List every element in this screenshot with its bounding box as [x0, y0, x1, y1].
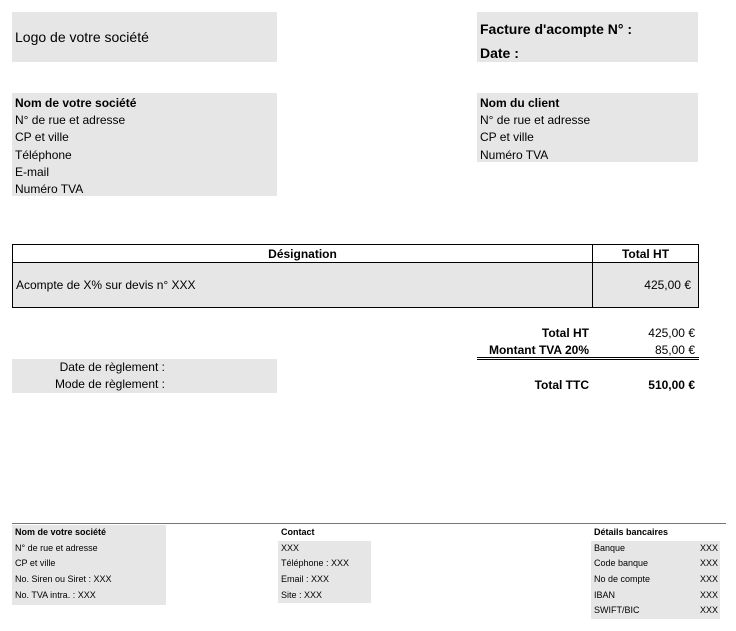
bank-value: XXX: [699, 558, 718, 569]
table-row: [13, 263, 699, 308]
footer-contact-line: XXX: [278, 541, 371, 557]
bank-label: IBAN: [594, 589, 616, 600]
bank-row-iban: [591, 588, 720, 604]
footer-contact-email: Email : XXX: [278, 572, 371, 588]
payment-date-label: Date de règlement :: [59, 360, 165, 374]
footer-company-city: CP et ville: [15, 558, 56, 569]
bank-row-banque: [591, 541, 720, 557]
items-table: [12, 244, 699, 308]
footer-company-address: N° de rue et adresse: [15, 542, 98, 553]
header-total-ht: Total HT: [593, 245, 699, 263]
table-header-row: [13, 245, 699, 263]
footer-contact-site: Site : XXX: [278, 588, 371, 604]
total-ttc-value: 510,00 €: [648, 378, 695, 392]
client-city: CP et ville: [480, 130, 534, 145]
footer-divider: [12, 523, 726, 524]
totals-divider-bottom: [477, 359, 699, 360]
seller-email: E-mail: [15, 164, 50, 179]
footer-bank-title: Détails bancaires: [591, 525, 720, 541]
footer-company: [12, 525, 166, 605]
company-logo-placeholder: Logo de votre société: [12, 12, 277, 62]
total-ttc-label: Total TTC: [534, 378, 589, 392]
seller-address: N° de rue et adresse: [15, 113, 126, 128]
bank-row-account: [591, 572, 720, 588]
bank-label: No de compte: [594, 574, 651, 585]
invoice-number-label: Facture d'acompte N° :: [480, 21, 633, 37]
footer-company-vat: No. TVA intra. : XXX: [15, 589, 96, 600]
seller-phone: Téléphone: [15, 147, 72, 162]
bank-row-code: [591, 556, 720, 572]
footer-company-siren: No. Siren ou Siret : XXX: [15, 574, 112, 585]
total-ttc-row: [420, 377, 699, 394]
totals-divider-top: [477, 357, 699, 358]
total-ht-row: [420, 325, 699, 342]
row-amount: 425,00 €: [593, 263, 699, 308]
client-address-block: [477, 93, 698, 162]
footer-company-name: Nom de votre société: [15, 527, 107, 537]
invoice-date-label: Date :: [480, 45, 519, 61]
bank-value: XXX: [699, 605, 718, 616]
total-ttc-block: [420, 377, 699, 394]
total-ht-label: Total HT: [541, 326, 589, 340]
seller-name: Nom de votre société: [15, 96, 137, 110]
bank-label: Banque: [594, 542, 626, 553]
seller-address-block: [12, 93, 277, 196]
row-designation: Acompte de X% sur devis n° XXX: [13, 263, 593, 308]
bank-label: SWIFT/BIC: [594, 605, 640, 616]
tva-label: Montant TVA 20%: [488, 343, 589, 357]
invoice-meta: [477, 12, 698, 62]
client-vat: Numéro TVA: [480, 147, 549, 162]
totals-block: [420, 325, 699, 359]
payment-block: [12, 359, 277, 393]
footer-contact-phone: Téléphone : XXX: [278, 556, 371, 572]
bank-value: XXX: [699, 542, 718, 553]
bank-label: Code banque: [594, 558, 649, 569]
seller-vat: Numéro TVA: [15, 181, 84, 196]
bank-value: XXX: [699, 589, 718, 600]
tva-value: 85,00 €: [654, 343, 695, 357]
total-ht-value: 425,00 €: [648, 326, 695, 340]
bank-value: XXX: [699, 574, 718, 585]
header-designation: Désignation: [13, 245, 593, 263]
footer-contact: [278, 525, 371, 603]
bank-row-swift: [591, 603, 720, 619]
client-name: Nom du client: [480, 96, 560, 110]
footer-contact-title: Contact: [278, 525, 371, 541]
footer-bank: [591, 525, 720, 619]
client-address: N° de rue et adresse: [480, 113, 591, 128]
payment-mode-label: Mode de règlement :: [54, 377, 165, 391]
seller-city: CP et ville: [15, 130, 69, 145]
